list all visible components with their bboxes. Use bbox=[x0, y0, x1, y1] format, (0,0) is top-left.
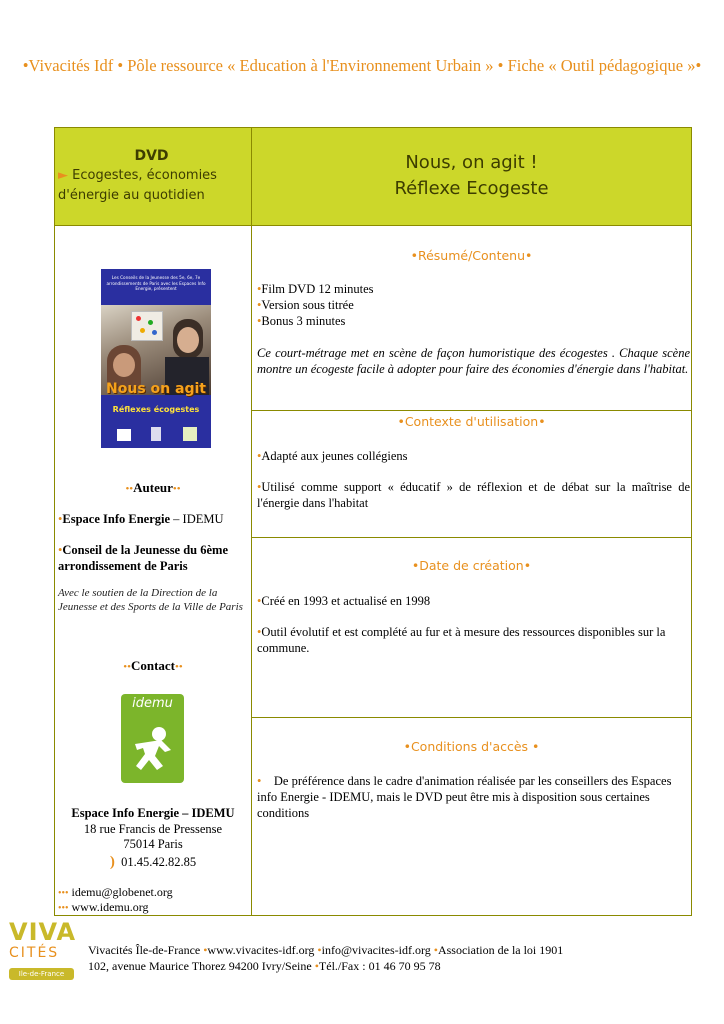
auteur-item-1: •Espace Info Energie – IDEMU bbox=[58, 512, 224, 526]
contexte-p1: •Adapté aux jeunes collégiens bbox=[257, 449, 408, 463]
list-item: •Version sous titrée bbox=[257, 298, 354, 312]
cover-logo bbox=[183, 427, 197, 441]
footer-line-1: Vivacités Île-de-France •www.vivacites-idf.org •info@vivacites-idf.org •Association de la loi 1901 bbox=[88, 943, 564, 957]
contact-email-row bbox=[58, 885, 248, 901]
date-p1: •Créé en 1993 et actualisé en 1998 bbox=[257, 594, 431, 608]
cover-board bbox=[131, 311, 163, 341]
header-text: Vivacités Idf • Pôle ressource « Education à l'Environnement Urbain » • Fiche « Outil pédagogique » bbox=[28, 56, 696, 75]
contact-web[interactable]: www.idemu.org bbox=[71, 900, 149, 914]
acces-heading: •Conditions d'accès • bbox=[403, 739, 540, 754]
row-divider bbox=[252, 410, 691, 411]
dvd-subtitle-text: Ecogestes, économies d'énergie au quotidien bbox=[58, 168, 217, 203]
row-divider bbox=[55, 225, 691, 226]
contact-email[interactable]: idemu@globenet.org bbox=[71, 885, 173, 899]
dvd-subtitle bbox=[58, 166, 245, 206]
date-heading: •Date de création• bbox=[411, 558, 532, 573]
title-line-1: Nous, on agit ! bbox=[405, 152, 538, 173]
title-cell bbox=[252, 128, 691, 225]
footer-line-2: 102, avenue Maurice Thorez 94200 Ivry/Seine •Tél./Fax : 01 46 70 95 78 bbox=[88, 959, 441, 973]
contexte-p2: •Utilisé comme support « éducatif » de réflexion et de débat sur la maîtrise de l'énergie dans l'habitat bbox=[257, 480, 690, 510]
list-item: •Film DVD 12 minutes bbox=[257, 282, 374, 296]
contact-heading: ••Contact•• bbox=[123, 658, 183, 673]
arrow-right-icon: ► bbox=[58, 168, 68, 183]
fiche-table bbox=[54, 127, 692, 916]
acces-p1: • De préférence dans le cadre d'animation réalisée par les conseillers des Espaces info Energie - IDEMU, mais le DVD peut être mis à disposition sous certaines conditions bbox=[257, 774, 672, 820]
contact-street: 18 rue Francis de Pressense bbox=[83, 821, 223, 836]
page-header bbox=[0, 56, 724, 76]
cover-top-text: Les Conseils de la Jeunesse des 5e, 6e, 7e arrondissements de Paris avec les Espaces Info Energie, présentent bbox=[106, 275, 206, 291]
cover-title: Nous on agit bbox=[106, 381, 206, 397]
resume-description: Ce court-métrage met en scène de façon humoristique des écogestes . Chaque scène montre un écogeste facile à adopter pour faire des économies d'énergie dans l'habitat. bbox=[257, 346, 690, 376]
running-figure-icon bbox=[121, 694, 184, 783]
auteur-heading: ••Auteur•• bbox=[125, 480, 181, 495]
idemu-logo: idemu bbox=[121, 694, 184, 783]
dvd-header-cell bbox=[55, 128, 251, 225]
contact-address bbox=[55, 806, 251, 870]
contact-phone: ) 01.45.42.82.85 bbox=[109, 853, 197, 870]
contexte-heading: •Contexte d'utilisation• bbox=[397, 414, 546, 429]
list-item: •Bonus 3 minutes bbox=[257, 314, 346, 328]
resume-list bbox=[257, 281, 687, 329]
bullet-icon: ••• bbox=[58, 903, 69, 914]
auteur-item-2: •Conseil de la Jeunesse du 6ème arrondissement de Paris bbox=[58, 543, 229, 573]
date-p2: •Outil évolutif et est complété au fur et à mesure des ressources disponibles sur la commune. bbox=[257, 625, 666, 655]
contact-web-row bbox=[58, 900, 248, 916]
phone-icon: ) bbox=[109, 853, 115, 870]
row-divider bbox=[252, 717, 691, 718]
cover-logo bbox=[117, 429, 131, 441]
page-footer bbox=[88, 942, 708, 974]
resume-heading: •Résumé/Contenu• bbox=[410, 248, 533, 263]
cover-subtitle: Réflexes écogestes bbox=[112, 405, 200, 414]
title-line-2: Réflexe Ecogeste bbox=[394, 178, 549, 199]
bullet-icon: ••• bbox=[58, 888, 69, 899]
vivacites-logo: VIVA CITÉS Ile-de-France bbox=[9, 918, 77, 978]
cover-logo bbox=[151, 427, 161, 441]
bullet-icon: • bbox=[22, 56, 29, 75]
bullet-icon: • bbox=[695, 56, 702, 75]
row-divider bbox=[252, 537, 691, 538]
dvd-cover-image bbox=[101, 269, 211, 448]
footer-website[interactable]: www.vivacites-idf.org bbox=[207, 943, 315, 957]
dvd-label: DVD bbox=[134, 148, 169, 164]
footer-email[interactable]: info@vivacites-idf.org bbox=[321, 943, 431, 957]
column-divider bbox=[251, 128, 252, 915]
auteur-support-note: Avec le soutien de la Direction de la Jeunesse et des Sports de la Ville de Paris bbox=[58, 587, 243, 613]
contact-city: 75014 Paris bbox=[123, 837, 183, 851]
contact-org: Espace Info Energie – IDEMU bbox=[71, 806, 235, 820]
